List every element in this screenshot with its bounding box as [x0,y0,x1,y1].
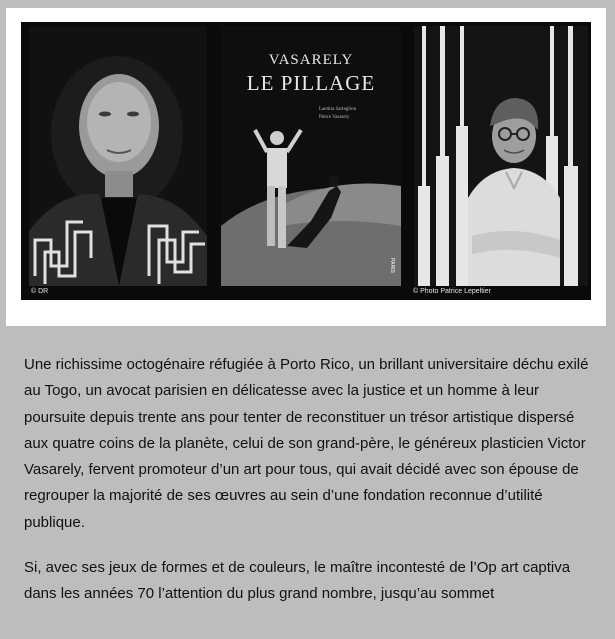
book-author-2: Pierre Vasarely [319,115,350,120]
book-cover [221,26,401,286]
article-body [24,352,594,627]
article-paragraph: Si, avec ses jeux de formes et de couleurs, le maître incontesté de l’Op art captiva dans les années 70 l’attention du plus grand nombre, jusqu’au sommet [24,559,571,603]
photo-credit-left: © DR [31,288,49,295]
book-authors [319,106,356,122]
portrait-woman-graphic [29,26,207,286]
photo-credit-right: © Photo Patrice Lepeltier [413,288,491,295]
banner-image [21,22,591,300]
article-paragraph: Une richissime octogénaire réfugiée à Porto Rico, un brillant universitaire déchu exilé au Togo, un avocat parisien en délicatesse avec la justice et un homme à leur poursuite depuis trente ans pour tenter de reconstituer un trésor artistique dispersé aux quatre coins de la planète, celui de son grand-père, le généreux plasticien Victor Vasarely, fervent promoteur d’un art pour tous, qui avait décidé avec son épouse de regrouper la majorité de ses œuvres au sein d’une fondation reconnue d’utilité publique. [24,356,589,531]
portrait-man [414,26,588,286]
portrait-man-graphic [414,26,588,286]
book-title-line1: VASARELY [268,52,354,68]
portrait-woman [29,26,207,286]
book-title-line2: LE PILLAGE [246,71,376,95]
book-publisher: PARIS [389,258,395,273]
book-author-1: Laetitia Sarteglion [319,107,357,112]
